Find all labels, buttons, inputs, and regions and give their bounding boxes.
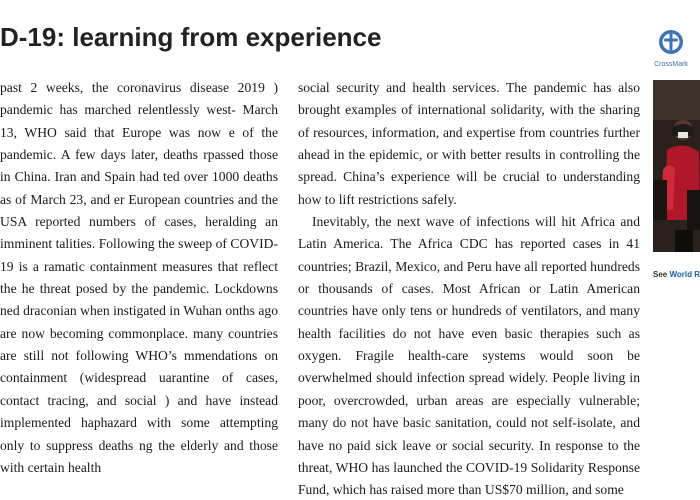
see-also-note <box>653 270 700 279</box>
crossmark-label: CrossMark <box>654 61 688 68</box>
paragraph: past 2 weeks, the coronavirus disease 2019 ) pandemic has marched relentlessly west- March 13, WHO said that Europe was now e of the pandemic. A few days later, deaths rpassed those in China. Iran and Spain had ted over 1000 deaths as of March 23, and er European countries and the USA reported numbers of cases, heralding an imminent talities. Following the sweep of COVID-19 is a ramatic containment measures that reflect the he threat posed by the pandemic. Lockdowns ned draconian when instigated in Wuhan onths ago are now becoming commonplace. many countries are still not following WHO’s mmendations on containment (widespread uarantine of cases, contact tracing, and social ) and have instead implemented haphazard with some attempting only to suppress deaths ng the elderly and those with certain health <box>0 80 278 475</box>
article-column-middle <box>298 77 640 500</box>
see-label: See <box>653 270 668 279</box>
photo-illustration-icon <box>653 80 700 252</box>
paragraph: social security and health services. The pandemic has also brought examples of international solidarity, with the sharing of resources, information, and expertise from countries further ahead in the epidemic, or with better results in controlling the spread. China’s experience will be crucial to understanding how to lift restrictions safely. <box>298 80 640 207</box>
article-column-left <box>0 77 278 500</box>
article-photo <box>653 80 700 252</box>
crossmark-badge[interactable] <box>654 29 688 68</box>
article-title: D-19: learning from experience <box>0 22 382 52</box>
paragraph: Inevitably, the next wave of infections will hit Africa and Latin America. The Africa CDC has reported cases in 41 countries; Brazil, Mexico, and Peru have all reported hundreds or thousands of cases. Most African or Latin American countries have only tens or hundreds of ventilators, and many health facilities do not have even basic therapies such as oxygen. Fragile health-care systems would soon be overwhelmed should infection spread widely. People living in poor, overcrowded, urban areas are especially vulnerable; many do not have basic sanitation, could not self-isolate, and have no paid sick leave or social security. In response to the threat, WHO has launched the COVID-19 Solidarity Response Fund, which has raised more than US$70 million, and some <box>298 214 640 498</box>
see-also-link[interactable]: World R <box>669 270 700 279</box>
crossmark-icon <box>658 29 684 55</box>
